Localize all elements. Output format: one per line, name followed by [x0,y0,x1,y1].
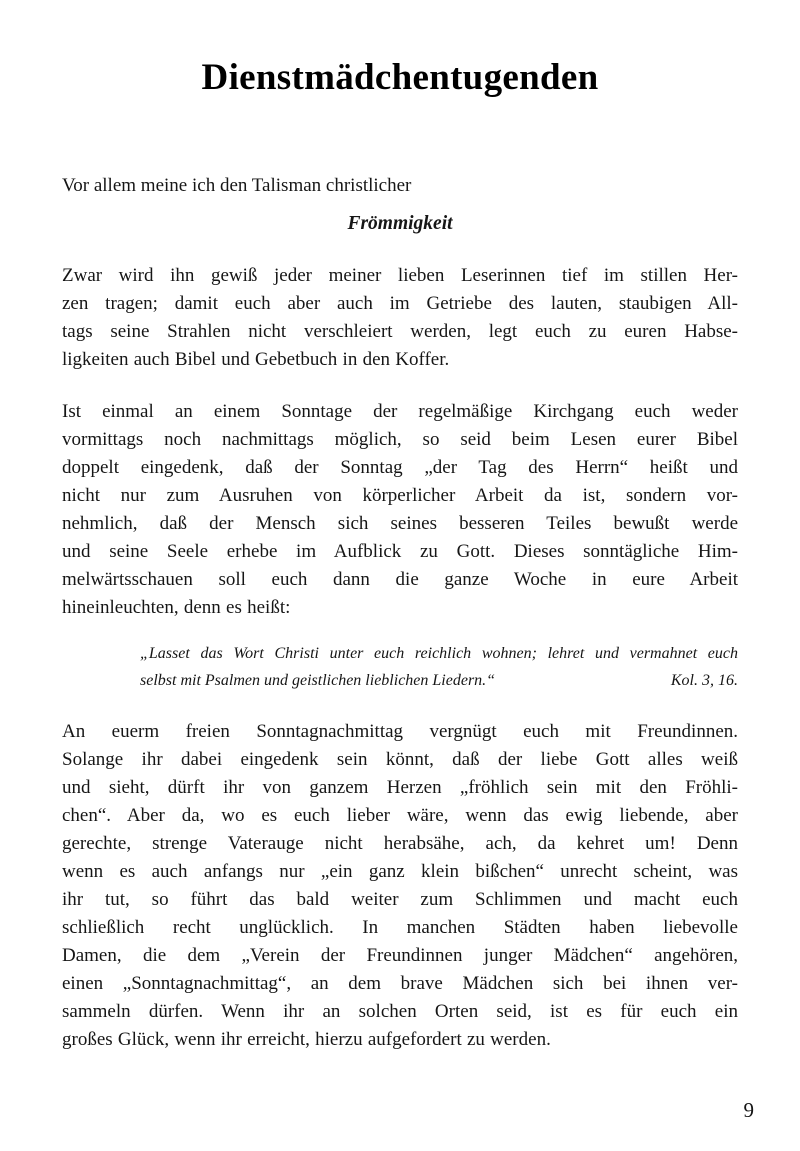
text-line: hineinleuchten, denn es heißt: [62,597,291,619]
text-line: schließlich recht unglücklich. In manchen Städten haben liebevolle [62,917,738,939]
page-title: Dienstmädchentugenden [201,57,599,98]
scripture-quote [140,640,738,694]
page-number: 9 [743,1098,754,1122]
text-line: tags seine Strahlen nicht verschleiert werden, legt euch zu euren Habse- [62,321,738,343]
subheading: Frömmigkeit [347,213,453,235]
text-line: wenn es auch anfangs nur „ein ganz klein bißchen“ unrecht scheint, was [62,861,738,883]
text-line: An euerm freien Sonntagnachmittag vergnügt euch mit Freundinnen. [62,721,738,743]
body-paragraph-2 [62,398,738,622]
text-line: sammeln dürfen. Wenn ihr an solchen Orten seid, ist es für euch ein [62,1001,738,1023]
text-line: großes Glück, wenn ihr erreicht, hierzu aufgefordert zu werden. [62,1029,551,1051]
quote-line-2: selbst mit Psalmen und geistlichen lieblichen Liedern.“ [140,672,496,690]
text-line: ihr tut, so führt das bald weiter zum Schlimmen und macht euch [62,889,738,911]
body-paragraph-3 [62,718,738,1054]
text-line: chen“. Aber da, wo es euch lieber wäre, wenn das ewig liebende, aber [62,805,738,827]
text-line: einen „Sonntagnachmittag“, an dem brave Mädchen sich bei ihnen ver- [62,973,738,995]
text-line: Ist einmal an einem Sonntage der regelmäßige Kirchgang euch weder [62,401,738,423]
text-line: nicht nur zum Ausruhen von körperlicher Arbeit da ist, sondern vor- [62,485,738,507]
quote-last-line [140,667,738,694]
text-line: Zwar wird ihn gewiß jeder meiner lieben Leserinnen tief im stillen Her- [62,265,738,287]
quote-citation: Kol. 3, 16. [670,672,738,690]
text-line: gerechte, strenge Vaterauge nicht herabsähe, ach, da kehret um! Denn [62,833,738,855]
body-paragraph-1 [62,262,738,374]
intro-line: Vor allem meine ich den Talisman christlicher [62,175,412,197]
quote-line-1: „Lasset das Wort Christi unter euch reichlich wohnen; lehret und vermahnet euch [140,645,738,663]
text-line: und seine Seele erhebe im Aufblick zu Gott. Dieses sonntägliche Him- [62,541,738,563]
text-line: doppelt eingedenk, daß der Sonntag „der Tag des Herrn“ heißt und [62,457,738,479]
text-line: Solange ihr dabei eingedenk sein könnt, daß der liebe Gott alles weiß [62,749,738,771]
text-line: melwärtsschauen soll euch dann die ganze Woche in eure Arbeit [62,569,738,591]
text-line: Damen, die dem „Verein der Freundinnen junger Mädchen“ angehören, [62,945,738,967]
text-line: nehmlich, daß der Mensch sich seines besseren Teiles bewußt werde [62,513,738,535]
text-line: zen tragen; damit euch aber auch im Getriebe des lauten, staubigen All- [62,293,738,315]
text-line: vormittags noch nachmittags möglich, so seid beim Lesen eurer Bibel [62,429,738,451]
text-line: und sieht, dürft ihr von ganzem Herzen „fröhlich sein mit den Fröhli- [62,777,738,799]
text-line: ligkeiten auch Bibel und Gebetbuch in den Koffer. [62,349,450,371]
